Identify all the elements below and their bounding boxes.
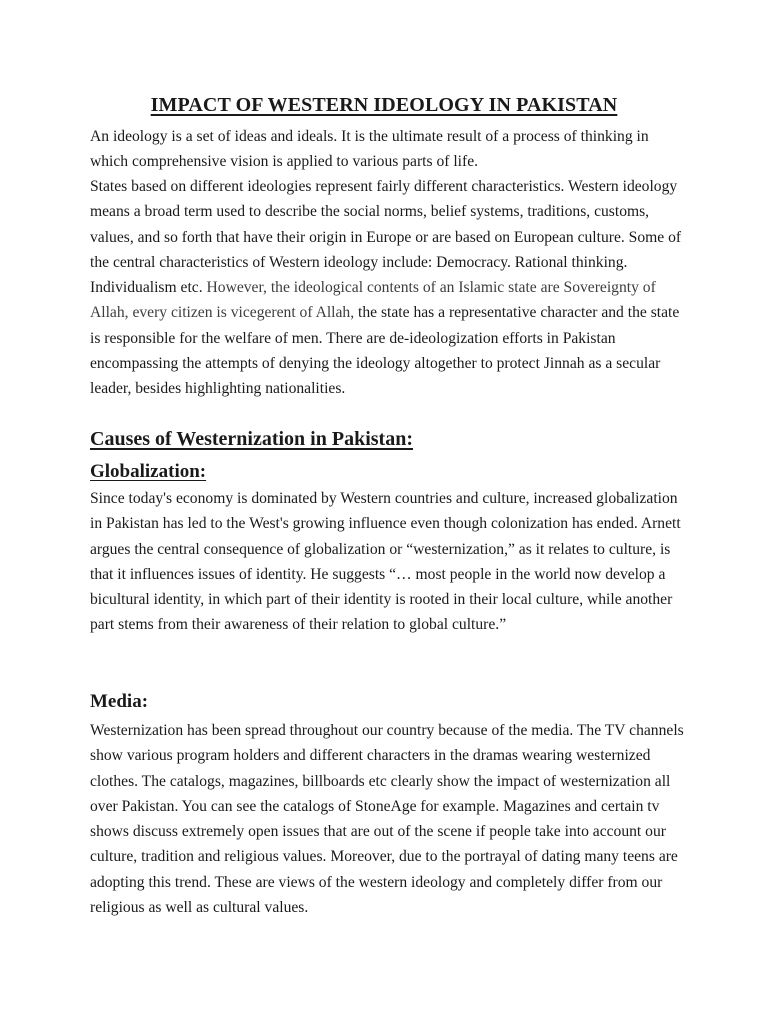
causes-heading: Causes of Westernization in Pakistan: (90, 428, 413, 450)
intro-paragraph-2-end: the state has a representative character and the state is responsible for the welfare of men. There are de-ideologization efforts in Pakistan encompassing the attempts of denying the ideology altogether to protect Jinnah as a secular leader, besides highlighting nationalities. (90, 304, 680, 398)
globalization-heading: Globalization: (90, 461, 207, 482)
media-heading: Media: (90, 691, 149, 712)
intro-paragraph-1: An ideology is a set of ideas and ideals. It is the ultimate result of a process of thinking in which comprehensive vision is applied to various parts of life. (90, 128, 649, 171)
document-title: IMPACT OF WESTERN IDEOLOGY IN PAKISTAN (150, 94, 618, 116)
globalization-paragraph: Since today's economy is dominated by Western countries and culture, increased globalization in Pakistan has led to the West's growing influence even though colonization has ended. Arnett argues the central consequence of globalization or “westernization,” as it relates to culture, is that it influences issues of identity. He suggests “… most people in the world now develop a bicultural identity, in which part of their identity is rooted in their local culture, while another part stems from their awareness of their relation to global culture.” (90, 490, 681, 634)
intro-paragraph-2-start: States based on different ideologies represent fairly different characteristics. Western ideology means a broad term used to describe the social norms, belief systems, traditions, customs, values, and so forth that have their origin in Europe or are based on European culture. Some of the central characteristics of Western ideology include: Democracy. Rational thinking. Individualism etc. (90, 178, 682, 297)
intro-paragraph-2-islamic-state: However, the ideological contents of an Islamic state are Sovereignty of Allah, every citizen is vicegerent of Allah, (90, 279, 656, 322)
media-paragraph: Westernization has been spread throughout our country because of the media. The TV channels show various program holders and different characters in the dramas wearing westernized clothes. The catalogs, magazines, billboards etc clearly show the impact of westernization all over Pakistan. You can see the catalogs of StoneAge for example. Magazines and certain tv shows discuss extremely open issues that are out of the scene if people take into account our culture, tradition and religious values. Moreover, due to the portrayal of dating many teens are adopting this trend. These are views of the western ideology and completely differ from our religious as well as cultural values. (90, 722, 684, 917)
intro-paragraph-2 (90, 174, 690, 402)
